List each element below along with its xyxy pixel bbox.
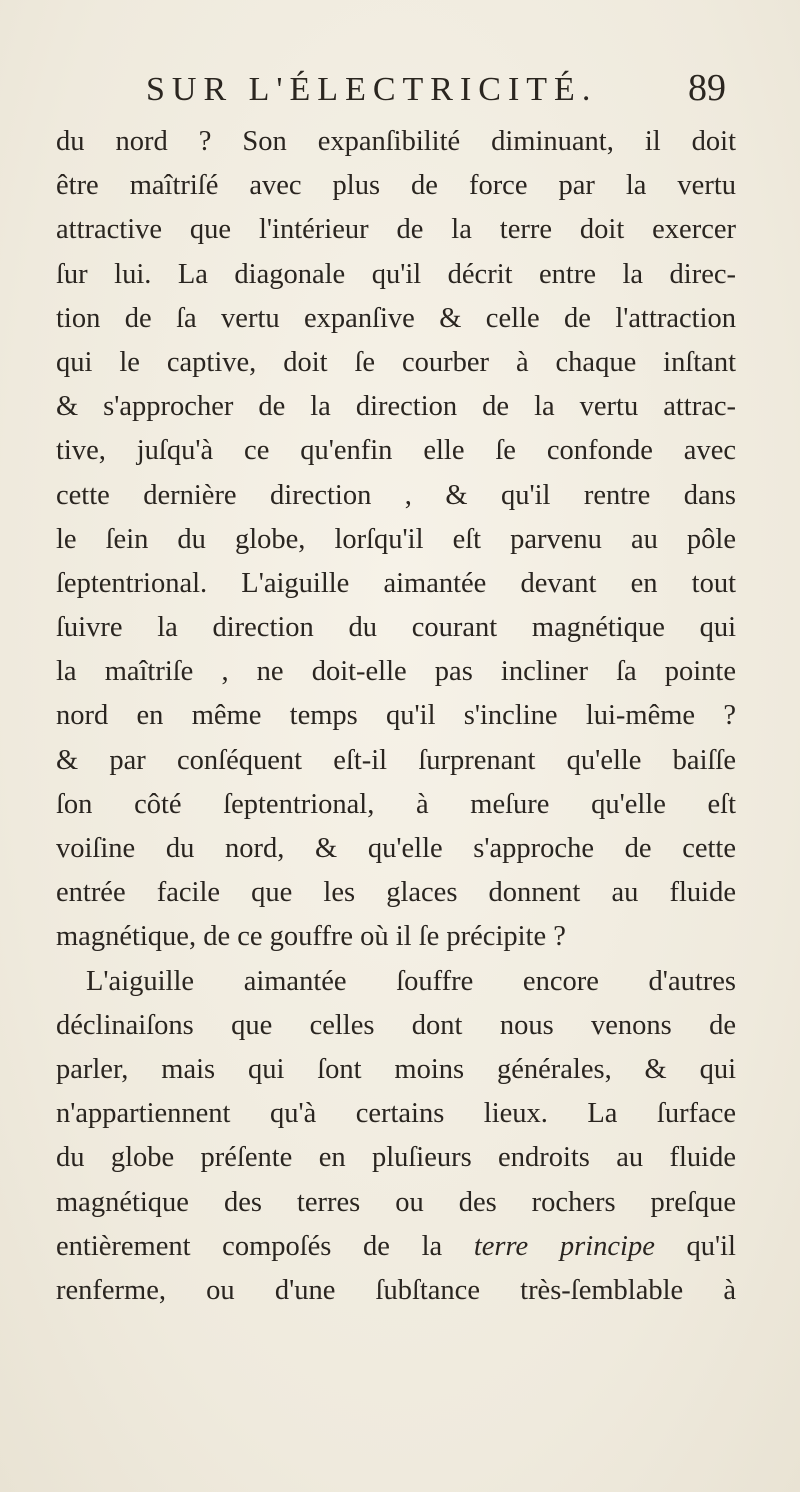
text-line: du globe préſente en pluſieurs endroits au fluide: [56, 1142, 736, 1174]
page-number: 89: [688, 67, 726, 109]
text-line: ſeptentrional. L'aiguille aimantée devant en tout: [56, 567, 736, 599]
italic-term: terre principe: [473, 1230, 655, 1262]
running-title: SUR L'ÉLECTRICITÉ.: [146, 71, 598, 108]
text-line: entrée facile que les glaces donnent au fluide: [56, 877, 736, 909]
text-line: n'appartiennent qu'à certains lieux. La ſurface: [56, 1098, 736, 1130]
text-line: magnétique des terres ou des rochers preſque: [56, 1186, 736, 1218]
text-line: qui le captive, doit ſe courber à chaque inſtant: [56, 346, 736, 378]
text-line: & par conſéquent eſt-il ſurprenant qu'elle baiſſe: [56, 744, 736, 776]
running-head: [146, 66, 726, 116]
text-line: attractive que l'intérieur de la terre doit exercer: [56, 214, 736, 246]
text-line: déclinaiſons que celles dont nous venons de: [56, 1009, 736, 1041]
text-segment: qu'il: [654, 1230, 736, 1262]
text-line: parler, mais qui ſont moins générales, & qui: [56, 1053, 736, 1085]
body-text: [56, 120, 736, 1313]
text-line: renferme, ou d'une ſubſtance très-ſemblable à: [56, 1274, 736, 1306]
text-line: être maîtriſé avec plus de force par la vertu: [56, 170, 736, 202]
text-line: ſuivre la direction du courant magnétique qui: [56, 612, 736, 644]
text-line: le ſein du globe, lorſqu'il eſt parvenu au pôle: [56, 523, 736, 555]
text-line-with-italic: [56, 1225, 736, 1269]
text-line: L'aiguille aimantée ſouffre encore d'autres: [86, 965, 736, 997]
text-segment: entièrement compoſés de la: [56, 1230, 474, 1262]
text-line: tion de ſa vertu expanſive & celle de l'attraction: [56, 302, 736, 334]
text-line: la maîtriſe , ne doit-elle pas incliner ſa pointe: [56, 656, 736, 688]
text-line: cette dernière direction , & qu'il rentre dans: [56, 479, 736, 511]
text-line: du nord ? Son expanſibilité diminuant, il doit: [56, 126, 736, 157]
text-line: voiſine du nord, & qu'elle s'approche de cette: [56, 833, 736, 864]
text-line: ſur lui. La diagonale qu'il décrit entre la direc-: [56, 258, 736, 290]
text-line: ſon côté ſeptentrional, à meſure qu'elle eſt: [56, 788, 736, 820]
text-line: & s'approcher de la direction de la vertu attrac-: [56, 391, 736, 423]
text-line: magnétique, de ce gouffre où il ſe précipite ?: [56, 921, 566, 953]
text-line: nord en même temps qu'il s'incline lui-même ?: [56, 700, 736, 732]
text-line: tive, juſqu'à ce qu'enfin elle ſe confonde avec: [56, 435, 736, 467]
